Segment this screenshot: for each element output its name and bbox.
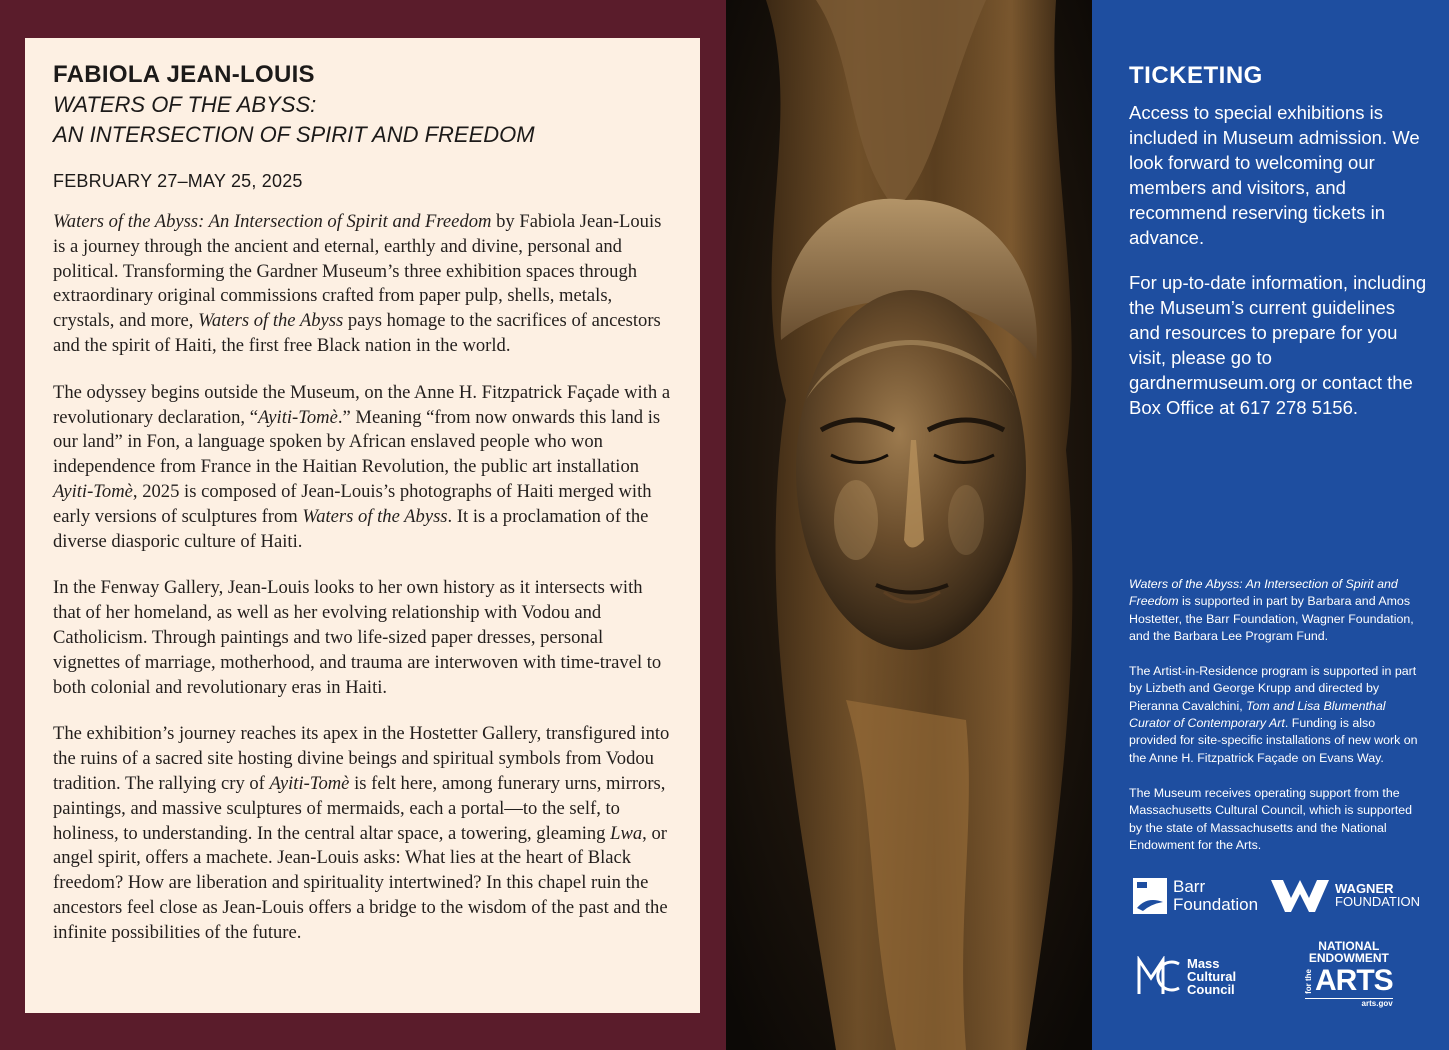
ticketing-paragraph-2: For up-to-date information, including the Museum’s current guidelines and resources to prepare for you visit, please go to gardnermuseum.org or contact the Box Office at 617 278 5156. [1129,272,1427,418]
credit-text-2b: . Funding is also provided for site-specific installations of new work on the Anne H. Fitzpatrick Façade on Evans Way. [1129,716,1418,765]
fenway-paragraph: In the Fenway Gallery, Jean-Louis looks to her own history as it intersects with that of her homeland, as well as her evolving relationship with Vodou and Catholicism. Through paintings and two life-sized paper dresses, personal vignettes of marriage, motherhood, and trauma are interwoven with time-travel to both colonial and revolutionary eras in Haiti. [53,577,662,698]
barr-mark-icon [1133,878,1167,914]
nea-url: arts.gov [1305,998,1393,1008]
ticketing-panel [1092,0,1449,1050]
credit-title-italic: Waters of the Abyss: An Intersection of Spirit and Freedom [1129,577,1398,609]
exhibition-card [25,38,700,1013]
mcc-mark-icon [1137,956,1181,996]
intro-title-italic: Waters of the Abyss: An Intersection of Spirit and Freedom [53,211,492,232]
nea-line-2: ENDOWMENT [1308,951,1389,965]
exhibition-title-line-1: WATERS OF THE ABYSS: [53,92,317,117]
sculpture-face-image [726,0,1092,1050]
wagner-foundation-logo [1271,878,1420,912]
barr-line-2: Foundation [1173,895,1259,914]
artist-name: FABIOLA JEAN-LOUIS [53,61,315,88]
facade-italic: Ayiti-Tomè [257,406,338,428]
credit-text-2a: The Artist-in-Residence program is supported in part by Lizbeth and George Krupp and directed by Pieranna Cavalchini, [1129,664,1417,713]
sponsor-logos [1129,874,1429,1024]
exhibition-title-line-2: AN INTERSECTION OF SPIRIT AND FREEDOM [53,122,535,147]
nea-line-1: NATIONAL [1318,939,1380,953]
intro-text-a: by Fabiola Jean-Louis is a journey through the ancient and eternal, earthly and divine, personal and political. Transforming the Gardner Museum’s three exhibition spaces through extraordinary original commissions crafted from paper pulp, shells, metals, crystals, and more, [53,211,662,332]
mass-cultural-council-logo [1137,956,1236,996]
sculpture-photo [726,0,1092,1050]
nea-logo [1305,940,1393,1008]
exhibition-dates: FEBRUARY 27–MAY 25, 2025 [53,171,303,191]
credit-operating-support: The Museum receives operating support from the Massachusetts Cultural Council, which is supported by the state of Massachusetts and the National Endowment for the Arts. [1129,785,1413,852]
hostetter-text-a: The exhibition’s journey reaches its apex in the Hostetter Gallery, transfigured into the ruins of a sacred site hosting divine beings and spiritual symbols from Vodou tradition. The rallying cry of [53,723,670,794]
credit-exhibition-support [1129,576,1425,645]
mcc-line-3: Council [1187,981,1235,997]
facade-text-a: The odyssey begins outside the Museum, on the Anne H. Fitzpatrick Façade with a revolutionary declaration, “ [53,381,671,428]
ticketing-heading: TICKETING [1129,62,1263,89]
nea-arts: ARTS [1315,964,1393,997]
ticketing-paragraph-1: Access to special exhibitions is included in Museum admission. We look forward to welcoming our members and visitors, and recommend reserving tickets in advance. [1129,102,1420,248]
barr-foundation-logo [1133,878,1258,914]
wagner-line-1: WAGNER [1335,881,1394,896]
mcc-line-1: Mass [1187,955,1220,971]
hostetter-text-b: is felt here, among funerary urns, mirrors, paintings, and massive sculptures of mermaids, each a portal—to the self, to holiness, to understanding. In the central altar space, a towering, gleaming [53,772,666,844]
barr-line-1: Barr [1173,877,1206,896]
credit-curator-italic: Tom and Lisa Blumenthal Curator of Contemporary Art [1129,698,1386,731]
hostetter-italic-2: Lwa [610,822,643,844]
facade-text-b: .” Meaning “from now onwards this land is our land” in Fon, a language spoken by African enslaved people who won independence from France in the Haitian Revolution, the public art installation [53,406,661,478]
nea-for-the: for the [1304,968,1313,994]
credit-text-1: is supported in part by Barbara and Amos Hostetter, the Barr Foundation, Wagner Foundation, and the Barbara Lee Program Fund. [1129,594,1414,643]
wagner-line-2: FOUNDATION [1335,894,1420,909]
wagner-w-icon [1271,878,1329,912]
intro-paragraph [53,210,673,359]
facade-text-d: . It is a proclamation of the diverse diasporic culture of Haiti. [53,505,649,552]
hostetter-text-c: , or angel spirit, offers a machete. Jean-Louis asks: What lies at the heart of Black freedom? How are liberation and spirituality intertwined? In this chapel ruin the ancestors feel close as Jean-Louis offers a bridge to the wisdom of the past and the infinite possibilities of the future. [53,822,668,943]
hostetter-italic: Ayiti-Tomè [269,772,350,794]
credit-residency [1129,663,1425,767]
facade-italic-3: Waters of the Abyss [302,505,448,527]
mcc-line-2: Cultural [1187,968,1237,984]
facade-italic-2: Ayiti-Tomè [53,480,133,502]
intro-text-b: pays homage to the sacrifices of ancestors and the spirit of Haiti, the first free Black nation in the world. [53,310,661,356]
intro-title-italic-2: Waters of the Abyss [198,310,344,332]
facade-text-c: , 2025 is composed of Jean-Louis’s photographs of Haiti merged with early versions of sculptures from [53,480,652,527]
facade-paragraph [53,381,673,555]
credits [1129,576,1425,854]
hostetter-paragraph [53,722,673,945]
